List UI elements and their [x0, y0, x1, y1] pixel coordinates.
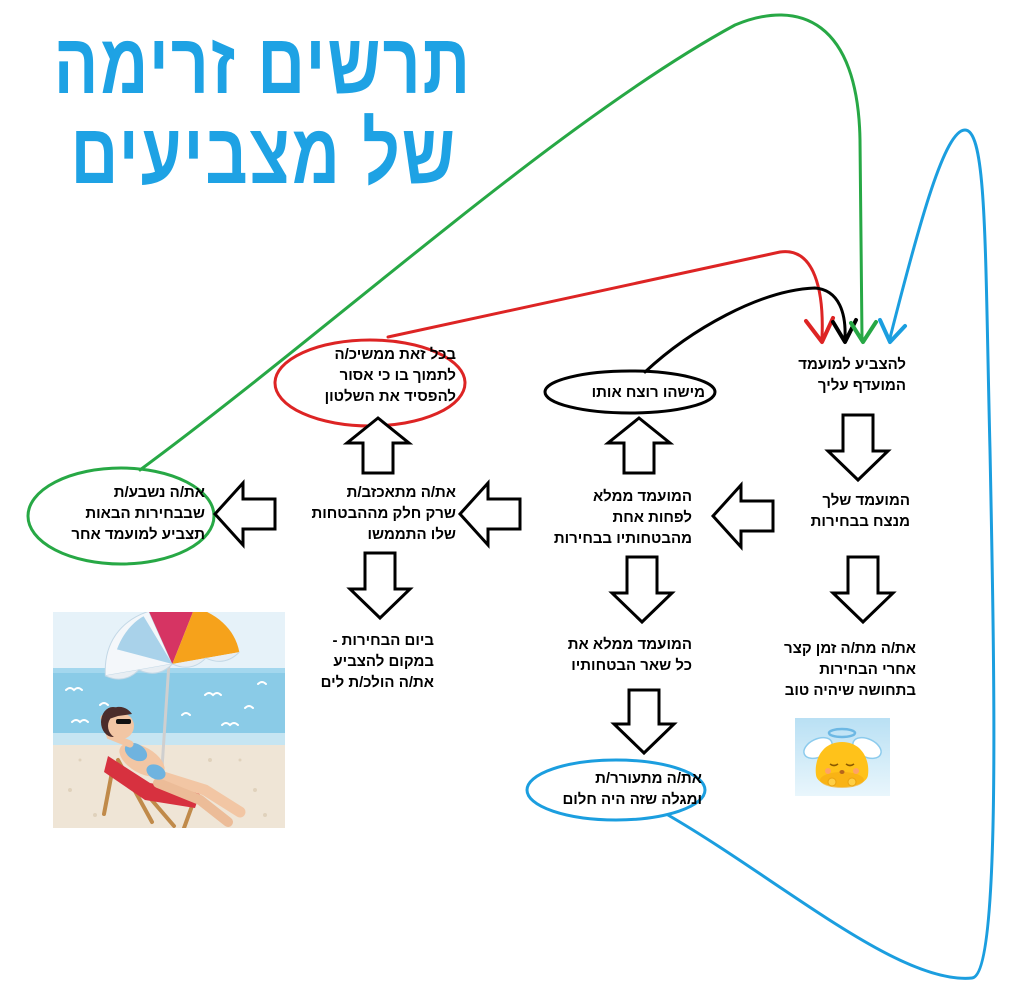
- node-line: מנצח בבחירות: [810, 513, 910, 530]
- left-arrow-icon: [215, 483, 275, 545]
- node-line: תצביע למועמד אחר: [71, 526, 205, 543]
- block-arrows: [215, 415, 893, 753]
- node-fulfills-all-promises: [568, 634, 692, 676]
- left-arrow-icon: [713, 485, 773, 547]
- down-arrow-icon: [612, 557, 672, 622]
- node-line: ומגלה שזה היה חלום: [562, 791, 702, 808]
- node-line: המועמד ממלא את: [567, 636, 692, 653]
- node-line: שבבחירות הבאות: [85, 505, 205, 522]
- node-line: מהבטחותיו בבחירות: [553, 530, 692, 547]
- node-line: המועדף עליך: [817, 377, 906, 394]
- node-assassinated: [592, 382, 705, 403]
- node-line: המועמד שלך: [822, 492, 910, 509]
- node-line: להפסיד את השלטון: [324, 388, 456, 405]
- node-line: כל שאר הבטחותיו: [571, 657, 692, 674]
- diagram-title-line-2: של מצביעים: [70, 104, 457, 201]
- down-arrow-icon: [614, 690, 674, 753]
- node-line: את/ה הולכ/ת לים: [320, 674, 434, 691]
- node-line: במקום להצביע: [333, 653, 434, 670]
- node-line: המועמד ממלא: [592, 488, 692, 505]
- node-line: לפחות אחת: [612, 509, 692, 526]
- down-arrow-icon: [833, 557, 893, 622]
- up-arrow-icon: [608, 418, 670, 473]
- node-wake-up: [562, 768, 702, 810]
- blue-loop-connector: [668, 130, 994, 978]
- red-loop-connector: [388, 252, 822, 338]
- node-line: בתחושה שיהיה טוב: [784, 682, 916, 699]
- node-go-to-beach: [321, 630, 434, 693]
- node-disappointed: [312, 482, 457, 545]
- node-line: להצביע למועמד: [798, 356, 906, 373]
- node-line: את/ה נשבע/ת: [113, 484, 205, 501]
- node-line: שלו התממשו: [367, 526, 456, 543]
- node-line: את/ה מתאכזב/ת: [346, 484, 456, 501]
- node-keep-supporting: [325, 344, 456, 407]
- node-candidate-wins: [811, 490, 910, 532]
- left-arrow-icon: [460, 483, 520, 545]
- down-arrow-icon: [828, 415, 888, 480]
- red-arrowhead: [806, 318, 833, 342]
- node-line: ביום הבחירות -: [332, 632, 434, 649]
- node-line: שרק חלק מההבטחות: [311, 505, 456, 522]
- node-line: את/ה מתעורר/ת: [595, 770, 702, 787]
- node-swear-other-candidate: [71, 482, 205, 545]
- node-line: מישהו רוצח אותו: [591, 384, 705, 401]
- node-line: את/ה מת/ה זמן קצר: [784, 640, 916, 657]
- down-arrow-icon: [350, 553, 410, 618]
- node-line: לתמוך בו כי אסור: [339, 367, 456, 384]
- beach-illustration: [53, 595, 285, 828]
- diagram-title-line-1: תרשים זרימה: [53, 14, 472, 111]
- sunglasses: [116, 719, 131, 724]
- node-fulfills-one-promise: [554, 486, 692, 549]
- angel-illustration: [795, 718, 890, 796]
- node-line: בכל זאת ממשיכ/ה: [334, 346, 456, 363]
- node-line: אחרי הבחירות: [819, 661, 916, 678]
- beach-shoreline: [53, 733, 285, 747]
- node-vote-for-favorite: [798, 354, 906, 396]
- node-die-happy: [784, 638, 916, 701]
